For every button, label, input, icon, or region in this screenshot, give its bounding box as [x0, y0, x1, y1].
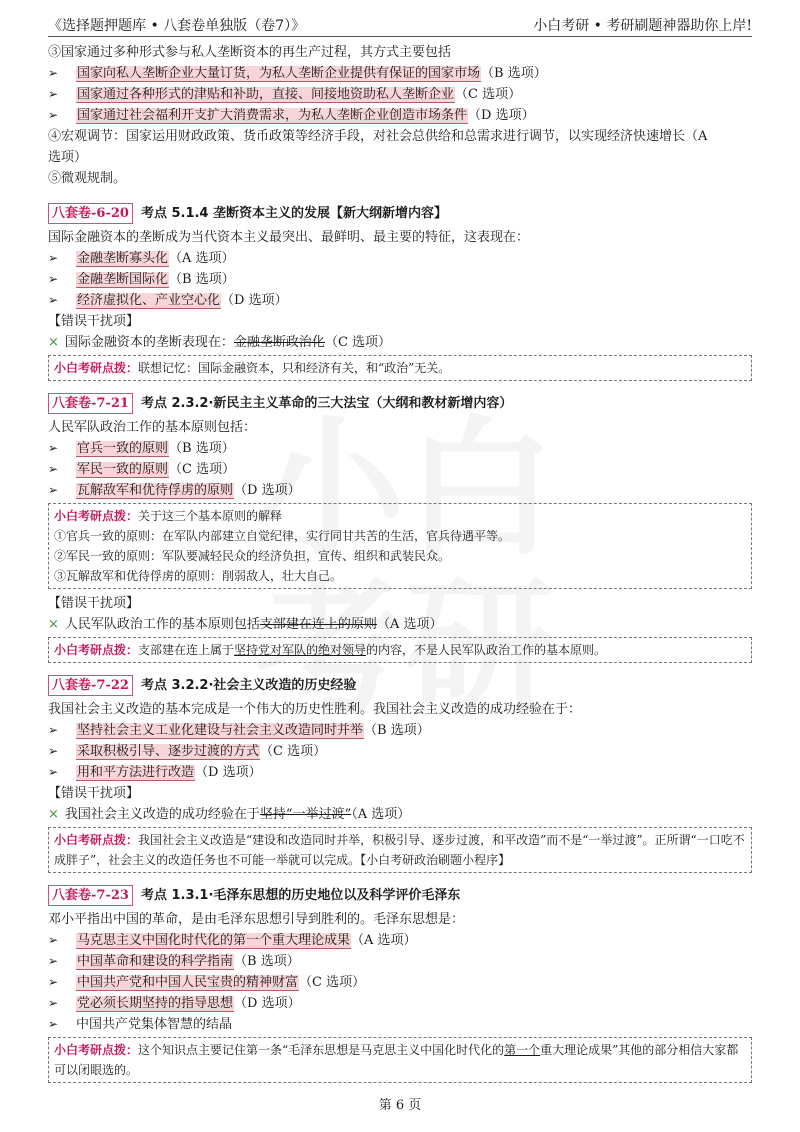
paragraph: ④宏观调节：国家运用财政政策、货币政策等经济手段，对社会总供给和总需求进行调节，以实现经济快速增长（A — [48, 129, 708, 144]
section-tag: 八套卷-7-23 — [48, 885, 133, 906]
header-right: 小白考研 • 考研刷题神器助你上岸! — [533, 18, 752, 34]
section-tag: 八套卷-7-21 — [48, 393, 133, 414]
tip-text: 我国社会主义改造是“建设和改造同时并举，积极引导、逐步过渡，和平改造”而不是“一举过渡”。正所谓“一口吃不成胖子”，社会主义的改造任务也不可能一举就可以完成。【小白考研政治刷题小程序】 — [54, 833, 745, 867]
list-item: ➢ 经济虚拟化、产业空心化（D 选项） — [48, 290, 752, 311]
paragraph: ⑤微观规制。 — [48, 171, 127, 186]
arrow-icon: ➢ — [48, 954, 59, 968]
list-item: ➢ 党必须长期坚持的指导思想（D 选项） — [48, 993, 752, 1014]
list-item: ➢ 瓦解敌军和优待俘虏的原则（D 选项） — [48, 480, 752, 501]
arrow-icon: ➢ — [48, 251, 59, 265]
tip-text: ③瓦解敌军和优待俘虏的原则：削弱敌人，壮大自己。 — [54, 569, 343, 583]
list-item: ➢ 中国共产党和中国人民宝贵的精神财富（C 选项） — [48, 972, 752, 993]
tip-text: ①官兵一致的原则：在军队内部建立自觉纪律，实行同甘共苦的生活，官兵待遇平等。 — [54, 529, 511, 543]
list-item: ➢ 国家通过各种形式的津贴和补助，直接、间接地资助私人垄断企业（C 选项） — [48, 84, 752, 105]
arrow-icon: ➢ — [48, 462, 59, 476]
error-item: × 人民军队政治工作的基本原则包括支部建在连上的原则（A 选项） — [48, 617, 443, 632]
section-title: 考点 2.3.2·新民主主义革命的三大法宝（大纲和教材新增内容） — [140, 396, 513, 411]
section-intro: 我国社会主义改造的基本完成是一个伟大的历史性胜利。我国社会主义改造的成功经验在于： — [48, 702, 582, 717]
error-label: 【错误干扰项】 — [48, 314, 140, 329]
tip-label: 小白考研点拨： — [54, 361, 139, 375]
cross-icon: × — [48, 617, 59, 632]
list-item: ➢ 马克思主义中国化时代化的第一个重大理论成果（A 选项） — [48, 930, 752, 951]
tip-label: 小白考研点拨： — [54, 1043, 139, 1057]
header-left: 《选择题押题库 • 八套卷单独版（卷7）》 — [48, 18, 306, 34]
tip-box — [48, 503, 752, 589]
arrow-icon: ➢ — [48, 975, 59, 989]
tip-box — [48, 827, 752, 873]
arrow-icon: ➢ — [48, 933, 59, 947]
arrow-icon: ➢ — [48, 765, 59, 779]
section-tag: 八套卷-6-20 — [48, 203, 133, 224]
tip-box — [48, 355, 752, 381]
tip-text: 联想记忆：国际金融资本，只和经济有关，和“政治”无关。 — [138, 361, 451, 375]
arrow-icon: ➢ — [48, 66, 59, 80]
section-intro: 邓小平指出中国的革命，是由毛泽东思想引导到胜利的。毛泽东思想是： — [48, 912, 465, 927]
section-title: 考点 5.1.4 垄断资本主义的发展【新大纲新增内容】 — [140, 206, 448, 221]
page-number: 第 6 页 — [378, 1098, 422, 1113]
error-label: 【错误干扰项】 — [48, 596, 140, 611]
arrow-icon: ➢ — [48, 1017, 59, 1031]
list-item: ➢ 军民一致的原则（C 选项） — [48, 459, 752, 480]
section-intro: 人民军队政治工作的基本原则包括： — [48, 420, 257, 435]
arrow-icon: ➢ — [48, 744, 59, 758]
section-intro: 国际金融资本的垄断成为当代资本主义最突出、最鲜明、最主要的特征，这表现在： — [48, 230, 530, 245]
arrow-icon: ➢ — [48, 293, 59, 307]
arrow-icon: ➢ — [48, 723, 59, 737]
list-item: ➢ 采取积极引导、逐步过渡的方式（C 选项） — [48, 741, 752, 762]
cross-icon: × — [48, 335, 59, 350]
tip-label: 小白考研点拨： — [54, 833, 139, 847]
list-item: ➢ 坚持社会主义工业化建设与社会主义改造同时并举（B 选项） — [48, 720, 752, 741]
tip-label: 小白考研点拨： — [54, 509, 139, 523]
error-item: × 国际金融资本的垄断表现在：金融垄断政治化（C 选项） — [48, 335, 392, 350]
list-item: ➢ 国家通过社会福利开支扩大消费需求，为私人垄断企业创造市场条件（D 选项） — [48, 105, 752, 126]
section-title: 考点 3.2.2·社会主义改造的历史经验 — [140, 678, 357, 693]
arrow-icon: ➢ — [48, 272, 59, 286]
section-heading — [48, 885, 752, 907]
list-item: ➢ 官兵一致的原则（B 选项） — [48, 438, 752, 459]
section-title: 考点 1.3.1·毛泽东思想的历史地位以及科学评价毛泽东 — [140, 888, 461, 903]
list-item: ➢ 中国革命和建设的科学指南（B 选项） — [48, 951, 752, 972]
list-item: ➢ 金融垄断国际化（B 选项） — [48, 269, 752, 290]
arrow-icon: ➢ — [48, 483, 59, 497]
section-heading — [48, 393, 752, 415]
list-item: ➢ 用和平方法进行改造（D 选项） — [48, 762, 752, 783]
arrow-icon: ➢ — [48, 108, 59, 122]
arrow-icon: ➢ — [48, 441, 59, 455]
arrow-icon: ➢ — [48, 996, 59, 1010]
list-item: ➢ 国家向私人垄断企业大量订货，为私人垄断企业提供有保证的国家市场（B 选项） — [48, 63, 752, 84]
arrow-icon: ➢ — [48, 87, 59, 101]
list-item: ➢ 金融垄断寡头化（A 选项） — [48, 248, 752, 269]
tip-text: 关于这三个基本原则的解释 — [138, 509, 283, 523]
section-heading — [48, 675, 752, 697]
cross-icon: × — [48, 807, 59, 822]
page-header — [48, 10, 752, 37]
top-intro: ③国家通过多种形式参与私人垄断资本的再生产过程，其方式主要包括 — [48, 45, 452, 60]
tip-box: 小白考研点拨：支部建在连上属于坚持党对军队的绝对领导的内容，不是人民军队政治工作的基本原则。 — [48, 637, 752, 663]
section-tag: 八套卷-7-22 — [48, 675, 133, 696]
section-heading — [48, 203, 752, 225]
list-item: ➢ 中国共产党集体智慧的结晶 — [48, 1014, 752, 1035]
error-label: 【错误干扰项】 — [48, 786, 140, 801]
tip-box: 小白考研点拨：这个知识点主要记住第一条“毛泽东思想是马克思主义中国化时代化的第一个重大理论成果”其他的部分相信大家都可以闭眼选的。 — [48, 1037, 752, 1083]
tip-text: ②军民一致的原则：军队要减轻民众的经济负担，宣传、组织和武装民众。 — [54, 549, 451, 563]
content — [48, 42, 752, 1087]
paragraph: 选项） — [48, 150, 88, 165]
tip-label: 小白考研点拨： — [54, 643, 139, 657]
error-item: × 我国社会主义改造的成功经验在于坚持“一举过渡”（A 选项） — [48, 807, 411, 822]
